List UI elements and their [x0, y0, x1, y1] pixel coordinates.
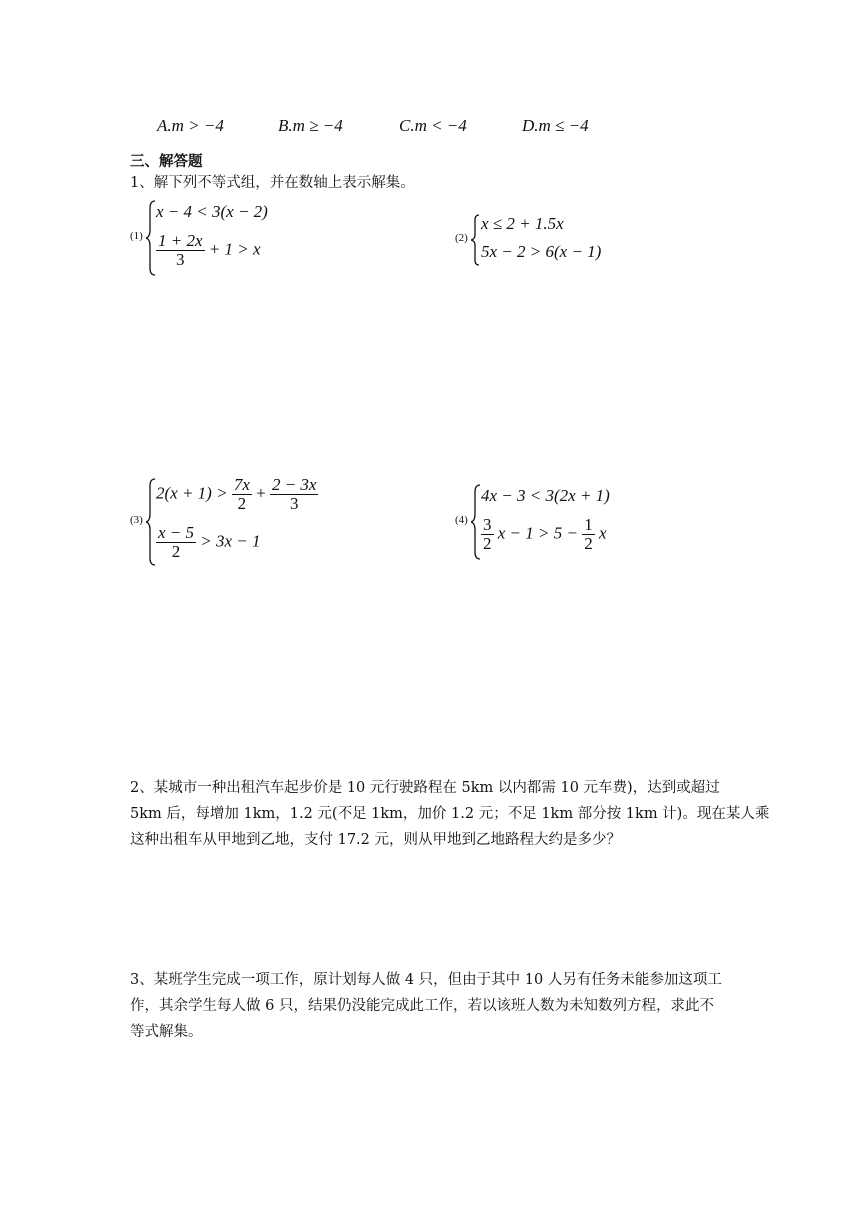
- section-title: 三、解答题: [130, 153, 203, 170]
- system-label: (2): [455, 232, 468, 244]
- fraction: $\frac{1}{2}$: [584, 515, 593, 553]
- brace-icon: [471, 484, 481, 560]
- q3-line: 作，其余学生每人做 6 只，结果仍没能完成此工作，若以该班人数为未知数列方程，求此不: [130, 998, 714, 1014]
- system-label: (1): [130, 230, 143, 242]
- choice-d: D.m ≤ −4: [522, 116, 589, 135]
- system-line: 2(x + 1) > $\frac{7x}{2}$ + $\frac{2 - 3x}{3}$: [156, 475, 317, 513]
- inequality-system-2: [455, 212, 655, 268]
- q2-line: 5km 后，每增加 1km，1.2 元(不足 1km，加价 1.2 元；不足 1km 部分按 1km 计)。现在某人乘: [130, 806, 770, 822]
- q2-line: 2、某城市一种出租汽车起步价是 10 元行驶路程在 5km 以内都需 10 元车费)，达到或超过: [130, 780, 720, 796]
- q2-text: [130, 775, 769, 853]
- q1-prompt: 1、解下列不等式组，并在数轴上表示解集。: [130, 175, 415, 191]
- fraction: $\frac{1 + 2x}{3}$: [158, 231, 203, 269]
- choice-c: C.m < −4: [399, 116, 467, 135]
- inequality-system-1: [130, 198, 330, 278]
- choice-a: A.m > −4: [157, 116, 224, 135]
- system-line: $\frac{x - 5}{2}$ > 3x − 1: [158, 523, 261, 561]
- q3-line: 等式解集。: [130, 1024, 203, 1040]
- brace-icon: [146, 478, 156, 566]
- q3-line: 3、某班学生完成一项工作，原计划每人做 4 只，但由于其中 10 人另有任务未能参加这项工: [130, 972, 722, 988]
- system-label: (4): [455, 514, 468, 526]
- q2-line: 这种出租车从甲地到乙地，支付 17.2 元，则从甲地到乙地路程大约是多少？: [130, 832, 622, 848]
- system-label: (3): [130, 514, 143, 526]
- system-line: x ≤ 2 + 1.5x: [481, 214, 564, 233]
- system-line: 5x − 2 > 6(x − 1): [481, 242, 602, 261]
- fraction: $\frac{x - 5}{2}$: [158, 523, 195, 561]
- brace-icon: [146, 200, 156, 276]
- q3-text: [130, 967, 722, 1045]
- system-line: $\frac{3}{2}$ x − 1 > 5 − $\frac{1}{2}$ x: [483, 515, 607, 553]
- choice-b: B.m ≥ −4: [278, 116, 343, 135]
- system-line: $\frac{1 + 2x}{3}$ + 1 > x: [158, 231, 261, 269]
- inequality-system-3: [130, 476, 350, 568]
- fraction: $\frac{2 - 3x}{3}$: [271, 475, 317, 513]
- system-line: 4x − 3 < 3(2x + 1): [481, 486, 610, 505]
- fraction: $\frac{3}{2}$: [483, 515, 492, 553]
- fraction: $\frac{7x}{2}$: [233, 475, 250, 513]
- brace-icon: [471, 214, 480, 266]
- inequality-system-4: [455, 482, 675, 562]
- system-line: x − 4 < 3(x − 2): [156, 202, 268, 221]
